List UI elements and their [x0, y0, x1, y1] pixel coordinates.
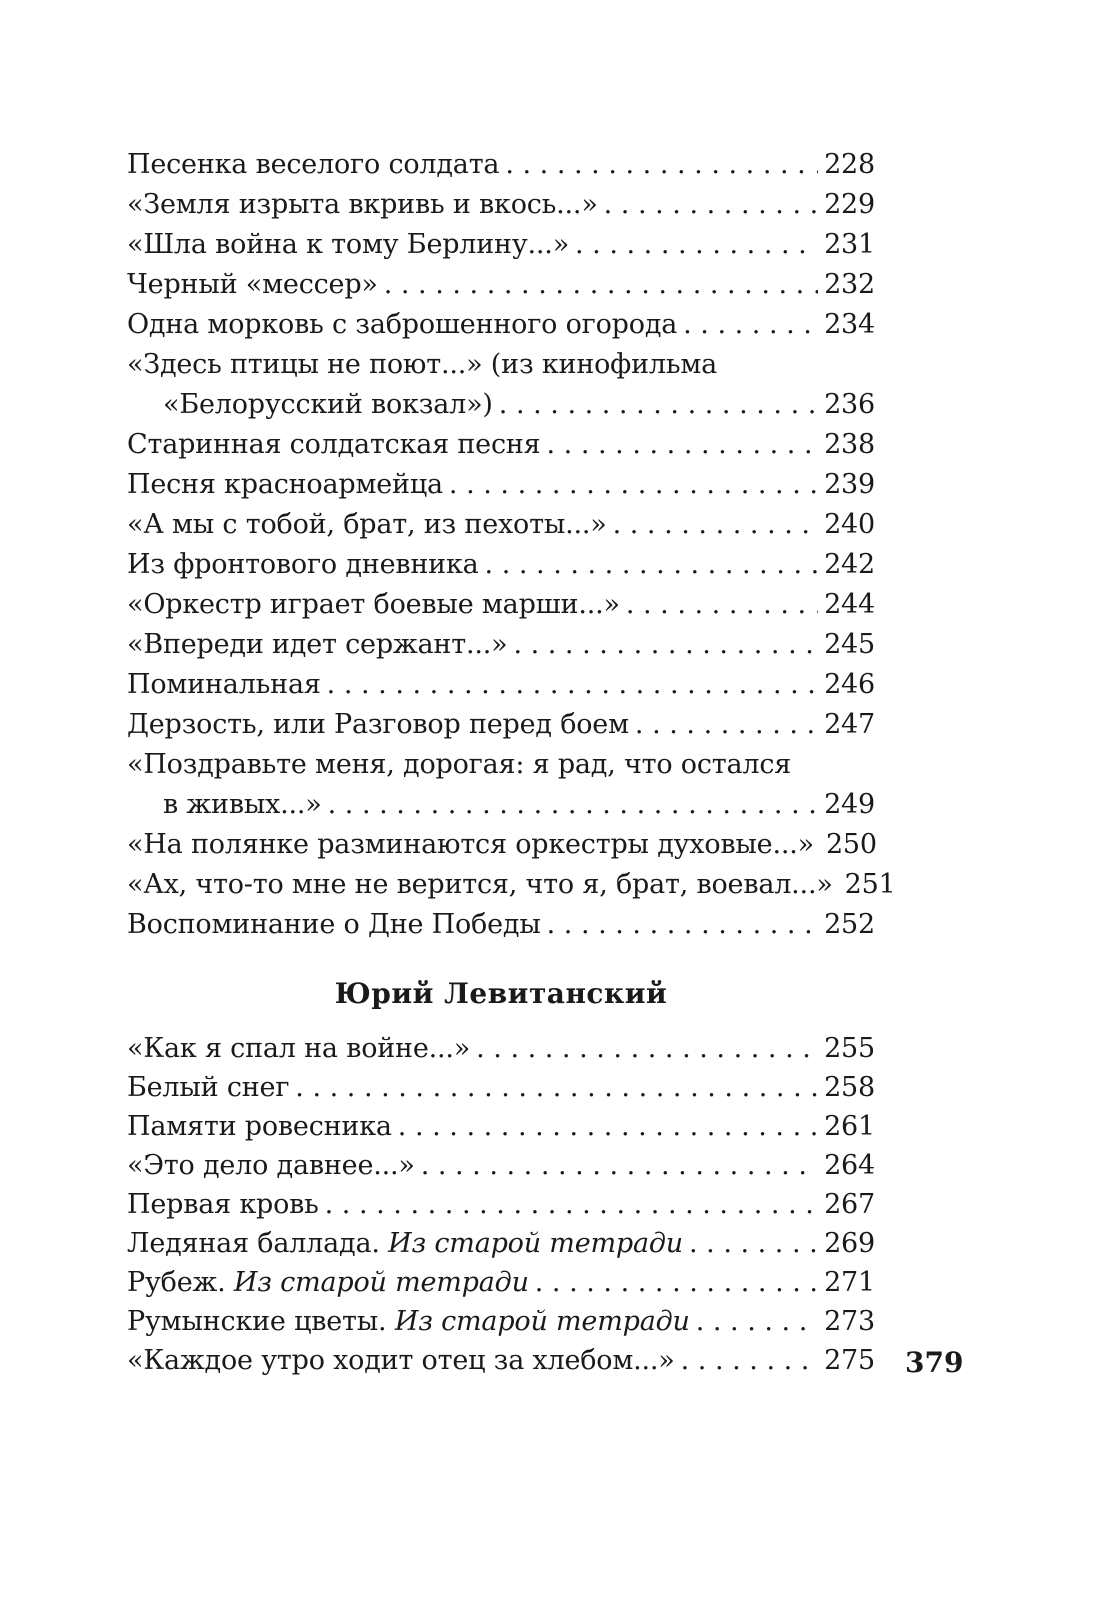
- toc-entry: [127, 665, 875, 705]
- dot-leader: [295, 1068, 818, 1107]
- entry-subtitle-italic: Из старой тетради: [388, 1228, 683, 1259]
- entry-title: Первая кровь: [127, 1189, 319, 1220]
- dot-leader: [449, 465, 818, 505]
- entry-page-number: 231: [824, 229, 875, 260]
- entry-page-number: 232: [824, 269, 875, 300]
- entry-title: Белый снег: [127, 1072, 290, 1103]
- entry-title-line-1: «Здесь птицы не поют...» (из кинофильма: [127, 349, 718, 380]
- entry-title-main: Ледяная баллада.: [127, 1228, 380, 1259]
- toc-entry: [127, 1068, 875, 1107]
- entry-title: [127, 1224, 683, 1263]
- entry-page-number: 249: [824, 789, 875, 820]
- section-heading-author: Юрий Левитанский: [334, 977, 668, 1010]
- toc-entry: [127, 625, 875, 665]
- entry-title: Воспоминание о Дне Победы: [127, 909, 541, 940]
- entry-title: Песня красноармейца: [127, 469, 443, 500]
- dot-leader: [696, 1302, 818, 1341]
- toc-entry: [127, 905, 875, 945]
- entry-page-number: 251: [844, 869, 896, 900]
- entry-page-number: 236: [824, 389, 875, 420]
- entry-page-number: 273: [824, 1306, 875, 1337]
- entry-title-main: Румынские цветы.: [127, 1306, 387, 1337]
- dot-leader: [421, 1146, 818, 1185]
- toc-entry: [127, 1302, 875, 1341]
- toc-entry: [127, 145, 875, 185]
- toc-entry: [127, 265, 875, 305]
- dot-leader: [681, 1341, 818, 1380]
- toc-entry: [127, 585, 875, 625]
- entry-title: Дерзость, или Разговор перед боем: [127, 709, 629, 740]
- dot-leader: [683, 305, 818, 345]
- dot-leader: [499, 385, 818, 425]
- toc-entry: [127, 1146, 875, 1185]
- dot-leader: [485, 545, 819, 585]
- dot-leader: [689, 1224, 818, 1263]
- table-of-contents-part-1: [127, 145, 896, 945]
- entry-title: «Оркестр играет боевые марши...»: [127, 589, 620, 620]
- dot-leader: [635, 705, 818, 745]
- toc-entry: [127, 225, 875, 265]
- dot-leader: [535, 1263, 818, 1302]
- entry-title-line-2: «Белорусский вокзал»): [163, 389, 493, 420]
- entry-page-number: 271: [824, 1267, 875, 1298]
- dot-leader: [626, 585, 818, 625]
- entry-subtitle-italic: Из старой тетради: [233, 1267, 529, 1298]
- entry-title: [127, 1263, 529, 1302]
- toc-entry: [127, 465, 875, 505]
- entry-title: «Земля изрыта вкривь и вкось...»: [127, 189, 598, 220]
- dot-leader: [547, 425, 819, 465]
- table-of-contents-part-2: [127, 1029, 875, 1380]
- page-number-folio: 379: [905, 1346, 964, 1379]
- entry-title: Черный «мессер»: [127, 269, 378, 300]
- entry-title-line-1: «Поздравьте меня, дорогая: я рад, что остался: [127, 749, 792, 780]
- entry-title: Из фронтового дневника: [127, 549, 479, 580]
- entry-title: «На полянке разминаются оркестры духовые...»: [127, 829, 814, 860]
- dot-leader: [328, 785, 818, 825]
- entry-title: «Это дело давнее...»: [127, 1150, 415, 1181]
- toc-entry: [127, 1107, 875, 1146]
- entry-page-number: 240: [824, 509, 875, 540]
- entry-title: Поминальная: [127, 669, 321, 700]
- dot-leader: [513, 625, 818, 665]
- toc-entry: [127, 865, 896, 905]
- toc-entry: [127, 705, 875, 745]
- dot-leader: [613, 505, 818, 545]
- entry-page-number: 239: [824, 469, 875, 500]
- toc-entry: [127, 1263, 875, 1302]
- entry-page-number: 275: [824, 1345, 875, 1376]
- toc-entry: [127, 425, 875, 465]
- toc-entry: [127, 185, 875, 225]
- entry-page-number: 244: [824, 589, 875, 620]
- entry-title: «Впереди идет сержант...»: [127, 629, 508, 660]
- toc-entry: [127, 305, 875, 345]
- entry-page-number: 264: [824, 1150, 875, 1181]
- entry-title: «Каждое утро ходит отец за хлебом...»: [127, 1345, 675, 1376]
- dot-leader: [476, 1029, 818, 1068]
- toc-entry: [127, 1029, 875, 1068]
- entry-title-main: Рубеж.: [127, 1267, 226, 1298]
- entry-title: [127, 1302, 690, 1341]
- entry-page-number: 250: [825, 829, 877, 860]
- entry-page-number: 228: [824, 149, 875, 180]
- entry-title: «Ах, что-то мне не верится, что я, брат, воевал...»: [127, 869, 833, 900]
- toc-entry: [127, 1224, 875, 1263]
- entry-page-number: 269: [824, 1228, 875, 1259]
- toc-entry-two-line: [127, 345, 875, 425]
- entry-title: Старинная солдатская песня: [127, 429, 541, 460]
- entry-page-number: 252: [824, 909, 875, 940]
- entry-page-number: 247: [824, 709, 875, 740]
- dot-leader: [327, 665, 818, 705]
- entry-title: «Как я спал на войне...»: [127, 1033, 471, 1064]
- toc-entry: [127, 1341, 875, 1380]
- dot-leader: [604, 185, 818, 225]
- dot-leader: [547, 905, 818, 945]
- dot-leader: [384, 265, 818, 305]
- entry-page-number: 267: [824, 1189, 875, 1220]
- dot-leader: [398, 1107, 818, 1146]
- toc-entry: [127, 1185, 875, 1224]
- entry-page-number: 238: [824, 429, 875, 460]
- entry-page-number: 245: [824, 629, 875, 660]
- entry-title: Памяти ровесника: [127, 1111, 392, 1142]
- entry-title: «А мы с тобой, брат, из пехоты...»: [127, 509, 607, 540]
- entry-page-number: 258: [824, 1072, 875, 1103]
- toc-entry: [127, 825, 875, 865]
- entry-subtitle-italic: Из старой тетради: [394, 1306, 690, 1337]
- entry-page-number: 261: [824, 1111, 875, 1142]
- entry-title: Одна морковь с заброшенного огорода: [127, 309, 678, 340]
- entry-page-number: 229: [824, 189, 875, 220]
- entry-page-number: 234: [824, 309, 875, 340]
- entry-title: «Шла война к тому Берлину...»: [127, 229, 570, 260]
- dot-leader: [575, 225, 818, 265]
- toc-entry: [127, 505, 875, 545]
- toc-entry: [127, 545, 875, 585]
- entry-title: Песенка веселого солдата: [127, 149, 500, 180]
- dot-leader: [325, 1185, 818, 1224]
- entry-title-line-2: в живых...»: [163, 789, 322, 820]
- entry-page-number: 242: [824, 549, 875, 580]
- entry-page-number: 255: [824, 1033, 875, 1064]
- dot-leader: [505, 145, 818, 185]
- entry-page-number: 246: [824, 669, 875, 700]
- toc-entry-two-line: [127, 745, 875, 825]
